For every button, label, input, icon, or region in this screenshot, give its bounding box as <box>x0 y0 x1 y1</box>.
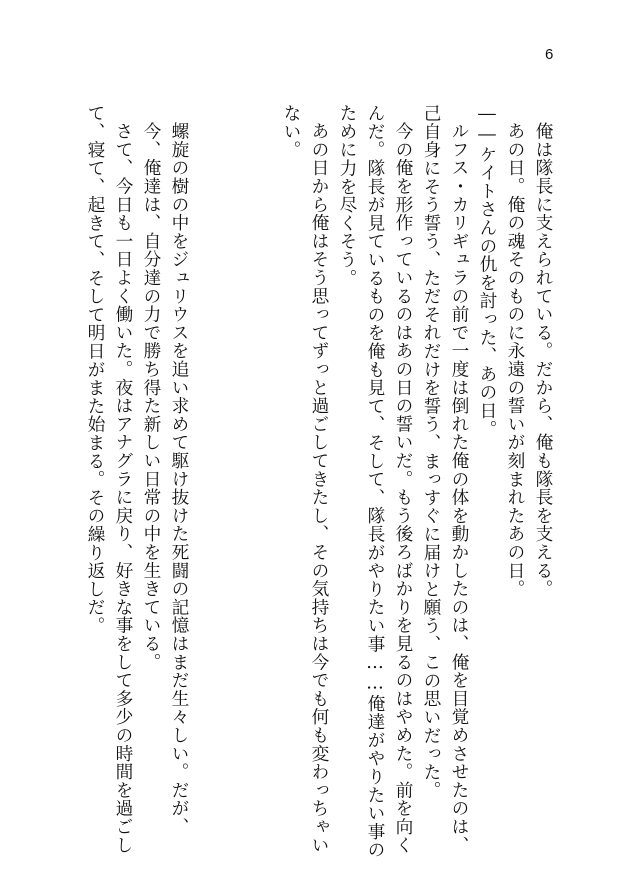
text-column: 今の俺を形作っているのはあの日の誓いだ。もう後ろばかりを見るのはやめた。前を向く <box>393 122 413 854</box>
text-column: さて、今日も一日よく働いた。夜はアナグラに戻り、好きな事をして多少の時間を過ごし <box>113 122 133 854</box>
text-column: あの日から俺はそう思ってずっと過ごしてきたし、その気持ちは今でも何も変わっちゃい <box>309 122 329 854</box>
text-column: 己自身にそう誓う、ただそれだけを誓う、まっすぐに届けと願う、この思いだった。 <box>421 104 441 800</box>
text-column: 今、俺達は、自分達の力で勝ち得た新しい日常の中を生きている。 <box>141 122 161 671</box>
page-number: 6 <box>545 46 554 63</box>
text-column: 俺は隊長に支えられている。だから、俺も隊長を支える。 <box>533 122 553 598</box>
text-column: て、寝て、起きて、そして明日がまた始まる。その繰り返しだ。 <box>85 104 105 635</box>
text-column: んだ。隊長が見ているものを俺も見て、そして、隊長がやりたい事……俺達がやりたい事の <box>365 104 385 859</box>
text-column: 螺旋の樹の中をジュリウスを追い求めて駆け抜けた死闘の記憶はまだ生々しい。だが、 <box>169 122 189 836</box>
text-column: ために力を尽くそう。 <box>337 104 357 287</box>
text-column: ない。 <box>281 104 301 159</box>
text-column: ――ケイトさんの仇を討った、あの日。 <box>477 104 497 438</box>
text-column: あの日。俺の魂そのものに永遠の誓いが刻まれたあの日。 <box>505 122 525 598</box>
text-column: ルフス・カリギュラの前で一度は倒れた俺の体を動かしたのは、俺を目覚めさせたのは、 <box>449 122 469 854</box>
